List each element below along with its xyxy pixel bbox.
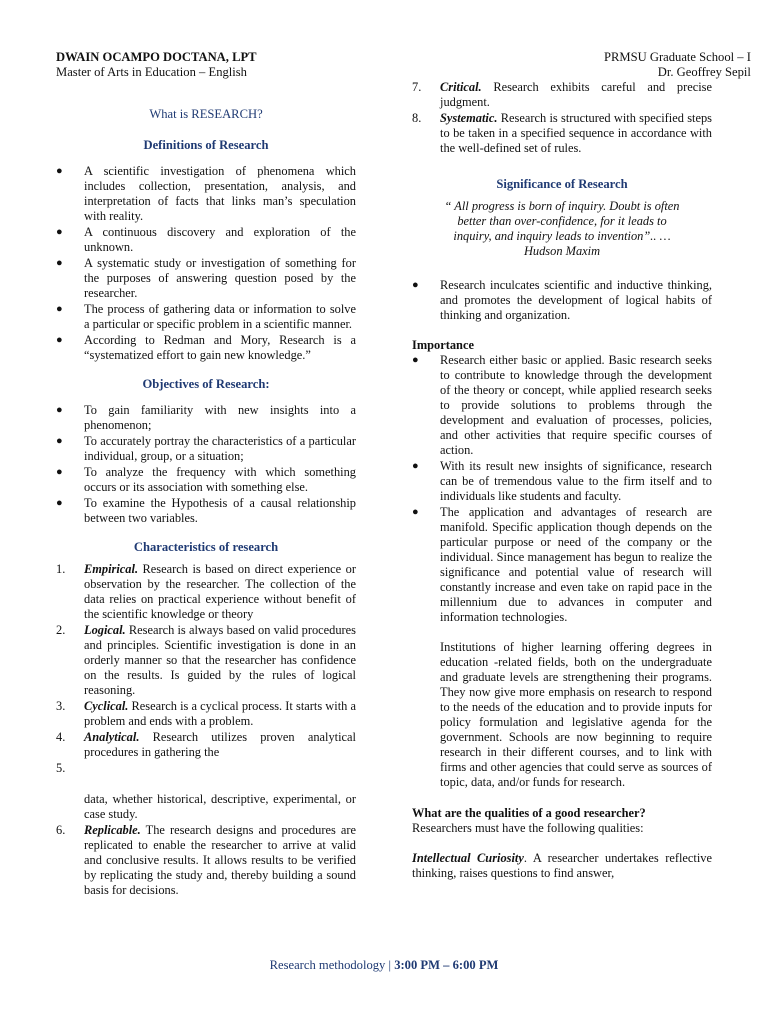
institutions-paragraph: Institutions of higher learning offering degrees in education -related fields, both on the undergraduate and graduate levels are strengthening their programs. They now give more emphasis on research to respond to the needs of the education and to provide inputs for policy formulation and legislative agenda for the government. Schools are now beginning to require research in their different courses, and to link with firms and other agencies that could serve as sources of topic, data, and/or funds for research. [440, 640, 712, 789]
header-left [56, 50, 257, 80]
school-name: PRMSU Graduate School – I [604, 50, 751, 64]
list-item: 3. Cyclical. Research is a cyclical process. It starts with a problem and ends with a problem. [56, 699, 356, 728]
left-column [56, 80, 356, 899]
significance-heading: Significance of Research [496, 177, 628, 191]
list-item: 7. Critical. Research exhibits careful and precise judgment. [412, 80, 712, 109]
professor-name: Dr. Geoffrey Sepil [657, 65, 751, 79]
document-title: What is RESEARCH? [149, 107, 263, 121]
list-item: 2. Logical. Research is always based on valid procedures and principles. Scientific investigation is done in an orderly manner so that the researcher has confidence on the results. Is guided by the rules of logical reasoning. [56, 623, 356, 697]
bullet-icon: ● [56, 257, 63, 269]
bullet-icon: ● [56, 497, 63, 509]
characteristics-list [56, 562, 356, 898]
quote-author: Hudson Maxim [523, 244, 601, 258]
definitions-list [56, 164, 356, 363]
bullet-icon: ● [412, 460, 419, 472]
list-item: 5. [56, 761, 66, 775]
list-item: 6. Replicable. The research designs and procedures are replicated to enable the researcher to arrive at valid and conclusive results. It allows results to be verified by replicating the study and, thereby building a sound basis for decisions. [56, 823, 357, 897]
qualities-heading: What are the qualities of a good researcher? [412, 806, 646, 820]
list-item: ● A systematic study or investigation of something for the purposes of answering question posed by the researcher. [56, 256, 356, 300]
characteristics-list-continued [412, 80, 712, 156]
bullet-icon: ● [412, 354, 419, 366]
list-item: ● With its result new insights of significance, research can be of tremendous value to the firm itself and to individuals like students and faculty. [412, 459, 712, 503]
list-item: ● A continuous discovery and exploration of the unknown. [56, 225, 356, 254]
bullet-icon: ● [56, 226, 63, 238]
list-item: ● To accurately portray the characteristics of a particular individual, group, or a situation; [56, 434, 356, 463]
list-item: ● Research inculcates scientific and inductive thinking, and promotes the development of logical habits of thinking and organization. [412, 278, 712, 322]
list-item: 1. Empirical. Research is based on direct experience or observation by the researcher. The collection of the data relies on practical experience without benefit of the scientific knowledge or theory [56, 562, 356, 621]
list-item: ● The application and advantages of research are manifold. Specific application though depends on the particular purpose or need of the company or the individual. Since management has begun to realize the significance and potential value of research will constantly increase and even take on rapid pace in the millennium due to advances in computer and information technologies. [412, 505, 712, 624]
list-item: ● A scientific investigation of phenomena which includes collection, presentation, analysis, and interpretation of facts that links man’s speculation with reality. [56, 164, 356, 223]
list-item: ● To gain familiarity with new insights into a phenomenon; [56, 403, 356, 432]
bullet-icon: ● [56, 435, 63, 447]
importance-heading: Importance [412, 338, 474, 352]
bullet-icon: ● [56, 466, 63, 478]
footer-subject: Research methodology | [269, 958, 395, 972]
bullet-icon: ● [412, 279, 419, 291]
list-item: 4. Analytical. Research utilizes proven analytical procedures in gathering the [56, 730, 356, 759]
curiosity-paragraph: Intellectual Curiosity. A researcher undertakes reflective thinking, raises questions to find answer, [412, 851, 713, 880]
objectives-list [56, 403, 356, 526]
page-footer [0, 958, 768, 973]
quote: “ All progress is born of inquiry. Doubt is often better than over-confidence, for it leads to inquiry, and inquiry leads to invention”.. … [444, 199, 680, 243]
right-column [412, 80, 712, 881]
qualities-intro: Researchers must have the following qualities: [412, 821, 644, 835]
list-item-continuation: data, whether historical, descriptive, experimental, or case study. [84, 792, 356, 821]
bullet-icon: ● [56, 334, 63, 346]
curiosity-term: Intellectual Curiosity [412, 851, 524, 865]
list-item: ● Research either basic or applied. Basic research seeks to contribute to knowledge through the development of the theory or concept, while applied research seeks to provide solutions to problems through the development and evaluation of processes, policies, and other activities that require specific courses of action. [412, 353, 712, 457]
footer-time: 3:00 PM – 6:00 PM [394, 958, 499, 972]
bullet-icon: ● [56, 165, 63, 177]
list-item: ● According to Redman and Mory, Research is a “systematized effort to gain new knowledge.” [56, 333, 356, 362]
characteristics-heading: Characteristics of research [133, 540, 279, 554]
objectives-heading: Objectives of Research: [142, 377, 270, 391]
bullet-icon: ● [56, 404, 63, 416]
list-item: ● The process of gathering data or information to solve a particular or specific problem in a scientific manner. [56, 302, 356, 331]
program-name: Master of Arts in Education – English [56, 65, 247, 79]
list-item: ● To examine the Hypothesis of a causal relationship between two variables. [56, 496, 356, 525]
list-item: ● To analyze the frequency with which something occurs or its association with something else. [56, 465, 356, 494]
header-right [604, 50, 751, 80]
importance-list [412, 353, 712, 625]
list-item: 8. Systematic. Research is structured with specified steps to be taken in a specified sequence in accordance with the well-defined set of rules. [412, 111, 712, 155]
bullet-icon: ● [56, 303, 63, 315]
definitions-heading: Definitions of Research [143, 138, 269, 152]
significance-list [412, 278, 712, 323]
bullet-icon: ● [412, 506, 419, 518]
author-name: DWAIN OCAMPO DOCTANA, LPT [56, 50, 257, 64]
